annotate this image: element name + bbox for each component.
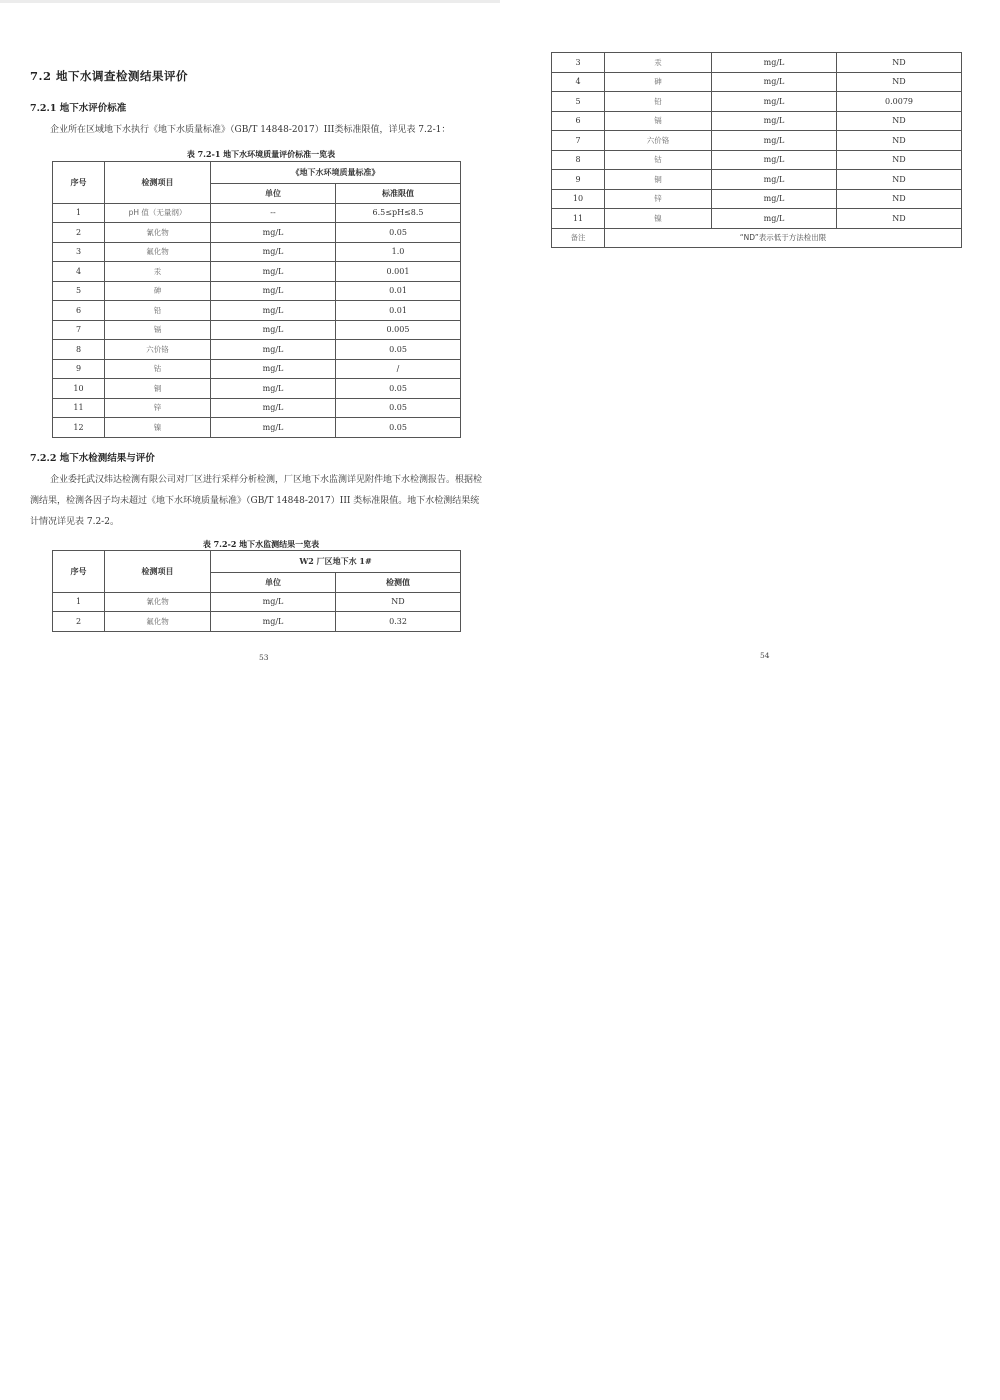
cell-item: 砷 bbox=[605, 72, 712, 92]
cell-item: 锌 bbox=[605, 189, 712, 209]
header-sample-group: W2 厂区地下水 1# bbox=[211, 551, 461, 573]
table-row bbox=[53, 418, 461, 438]
page-number: 54 bbox=[760, 651, 770, 660]
cell-unit: mg/L bbox=[211, 418, 336, 438]
cell-unit: mg/L bbox=[211, 281, 336, 301]
cell-unit: mg/L bbox=[211, 242, 336, 262]
cell-item: 汞 bbox=[605, 53, 712, 73]
cell-no: 6 bbox=[53, 301, 105, 321]
table-row bbox=[53, 359, 461, 379]
subsection-title-standards: 7.2.1 地下水评价标准 bbox=[30, 103, 127, 114]
cell-item: 铜 bbox=[105, 379, 211, 399]
cell-no: 1 bbox=[53, 592, 105, 612]
cell-value: 0.05 bbox=[336, 379, 461, 399]
table-row bbox=[552, 53, 962, 73]
table-row bbox=[552, 170, 962, 190]
cell-no: 10 bbox=[552, 189, 605, 209]
results-paragraph: 企业委托武汉炜达检测有限公司对厂区进行采样分析检测，厂区地下水监测详见附件地下水检测报告。根据检测结果，检测各因子均未超过《地下水环境质量标准》（GB/T 14848-2017）III 类标准限值。地下水检测结果统计情况详见表 7.2-2。 bbox=[30, 475, 483, 527]
results-table bbox=[52, 550, 461, 632]
table2-caption: 表 7.2-2 地下水监测结果一览表 bbox=[202, 539, 320, 549]
cell-value: 0.01 bbox=[336, 281, 461, 301]
cell-unit: mg/L bbox=[712, 111, 837, 131]
cell-value: ND bbox=[837, 53, 962, 73]
cell-item: 镉 bbox=[105, 320, 211, 340]
cell-no: 4 bbox=[53, 262, 105, 282]
cell-item: 氟化物 bbox=[105, 612, 211, 632]
cell-value: 0.05 bbox=[336, 340, 461, 360]
table-row bbox=[53, 398, 461, 418]
cell-item: 六价铬 bbox=[105, 340, 211, 360]
cell-no: 11 bbox=[552, 209, 605, 229]
cell-no: 10 bbox=[53, 379, 105, 399]
cell-unit: mg/L bbox=[712, 170, 837, 190]
cell-unit: -- bbox=[211, 203, 336, 223]
header-no: 序号 bbox=[53, 551, 105, 593]
top-scroll-bar bbox=[0, 0, 500, 3]
cell-unit: mg/L bbox=[211, 592, 336, 612]
cell-unit: mg/L bbox=[712, 189, 837, 209]
header-standard-group: 《地下水环境质量标准》 bbox=[211, 162, 461, 184]
cell-no: 5 bbox=[552, 92, 605, 112]
cell-no: 3 bbox=[552, 53, 605, 73]
cell-unit: mg/L bbox=[712, 209, 837, 229]
header-limit: 标准限值 bbox=[336, 184, 461, 204]
table-row bbox=[53, 301, 461, 321]
cell-no: 8 bbox=[552, 150, 605, 170]
cell-item: 镍 bbox=[105, 418, 211, 438]
cell-no: 7 bbox=[53, 320, 105, 340]
table-row bbox=[53, 340, 461, 360]
results-table-continued bbox=[551, 52, 962, 248]
cell-unit: mg/L bbox=[712, 131, 837, 151]
table-row bbox=[53, 262, 461, 282]
cell-no: 8 bbox=[53, 340, 105, 360]
cell-value: / bbox=[336, 359, 461, 379]
cell-no: 4 bbox=[552, 72, 605, 92]
table-row bbox=[552, 72, 962, 92]
cell-value: 0.05 bbox=[336, 223, 461, 243]
cell-value: ND bbox=[336, 592, 461, 612]
header-item: 检测项目 bbox=[105, 551, 211, 593]
cell-item: pH 值（无量纲） bbox=[105, 203, 211, 223]
cell-value: ND bbox=[837, 111, 962, 131]
cell-item: 钴 bbox=[605, 150, 712, 170]
cell-value: 1.0 bbox=[336, 242, 461, 262]
standards-paragraph: 企业所在区域地下水执行《地下水质量标准》（GB/T 14848-2017）III类标准限值，详见表 7.2-1： bbox=[50, 125, 451, 135]
standards-table bbox=[52, 161, 461, 438]
cell-item: 氟化物 bbox=[105, 242, 211, 262]
cell-item: 六价铬 bbox=[605, 131, 712, 151]
cell-item: 钴 bbox=[105, 359, 211, 379]
cell-value: 0.32 bbox=[336, 612, 461, 632]
table-row bbox=[552, 111, 962, 131]
table-row bbox=[53, 612, 461, 632]
cell-no: 3 bbox=[53, 242, 105, 262]
cell-value: 0.05 bbox=[336, 398, 461, 418]
table-row bbox=[53, 379, 461, 399]
cell-unit: mg/L bbox=[712, 92, 837, 112]
page-number: 53 bbox=[259, 653, 269, 662]
cell-unit: mg/L bbox=[712, 150, 837, 170]
cell-value: ND bbox=[837, 72, 962, 92]
cell-no: 2 bbox=[53, 612, 105, 632]
cell-unit: mg/L bbox=[712, 53, 837, 73]
cell-no: 9 bbox=[552, 170, 605, 190]
cell-value: ND bbox=[837, 189, 962, 209]
cell-unit: mg/L bbox=[211, 223, 336, 243]
note-label: 备注 bbox=[552, 228, 605, 248]
cell-unit: mg/L bbox=[211, 398, 336, 418]
cell-item: 镍 bbox=[605, 209, 712, 229]
cell-item: 氰化物 bbox=[105, 223, 211, 243]
table-row bbox=[53, 592, 461, 612]
cell-unit: mg/L bbox=[211, 379, 336, 399]
cell-value: 6.5≤pH≤8.5 bbox=[336, 203, 461, 223]
header-item: 检测项目 bbox=[105, 162, 211, 204]
table-row bbox=[53, 320, 461, 340]
cell-value: 0.001 bbox=[336, 262, 461, 282]
table-row bbox=[552, 92, 962, 112]
cell-no: 9 bbox=[53, 359, 105, 379]
table-row bbox=[53, 281, 461, 301]
cell-unit: mg/L bbox=[211, 340, 336, 360]
table-row bbox=[53, 203, 461, 223]
header-value: 检测值 bbox=[336, 573, 461, 593]
table-row bbox=[552, 189, 962, 209]
table1-caption: 表 7.2-1 地下水环境质量评价标准一览表 bbox=[186, 149, 336, 159]
cell-unit: mg/L bbox=[211, 612, 336, 632]
cell-value: ND bbox=[837, 150, 962, 170]
cell-unit: mg/L bbox=[211, 359, 336, 379]
table-row bbox=[552, 131, 962, 151]
cell-item: 镉 bbox=[605, 111, 712, 131]
cell-item: 砷 bbox=[105, 281, 211, 301]
cell-item: 氰化物 bbox=[105, 592, 211, 612]
cell-item: 铅 bbox=[605, 92, 712, 112]
cell-item: 铅 bbox=[105, 301, 211, 321]
table-row bbox=[552, 209, 962, 229]
section-title: 7.2 地下水调查检测结果评价 bbox=[30, 69, 189, 83]
cell-value: ND bbox=[837, 170, 962, 190]
cell-no: 7 bbox=[552, 131, 605, 151]
cell-no: 12 bbox=[53, 418, 105, 438]
cell-value: 0.01 bbox=[336, 301, 461, 321]
cell-value: 0.0079 bbox=[837, 92, 962, 112]
cell-no: 2 bbox=[53, 223, 105, 243]
cell-no: 5 bbox=[53, 281, 105, 301]
cell-value: 0.005 bbox=[336, 320, 461, 340]
cell-item: 锌 bbox=[105, 398, 211, 418]
note-text: “ND”表示低于方法检出限 bbox=[605, 228, 962, 248]
cell-value: ND bbox=[837, 209, 962, 229]
header-unit: 单位 bbox=[211, 573, 336, 593]
cell-value: ND bbox=[837, 131, 962, 151]
cell-unit: mg/L bbox=[211, 301, 336, 321]
table-row bbox=[53, 242, 461, 262]
subsection-title-results: 7.2.2 地下水检测结果与评价 bbox=[30, 453, 155, 464]
cell-no: 11 bbox=[53, 398, 105, 418]
cell-item: 汞 bbox=[105, 262, 211, 282]
cell-unit: mg/L bbox=[712, 72, 837, 92]
cell-unit: mg/L bbox=[211, 262, 336, 282]
header-unit: 单位 bbox=[211, 184, 336, 204]
cell-no: 1 bbox=[53, 203, 105, 223]
cell-value: 0.05 bbox=[336, 418, 461, 438]
cell-unit: mg/L bbox=[211, 320, 336, 340]
cell-no: 6 bbox=[552, 111, 605, 131]
cell-item: 铜 bbox=[605, 170, 712, 190]
table-row bbox=[53, 223, 461, 243]
table-row bbox=[552, 150, 962, 170]
header-no: 序号 bbox=[53, 162, 105, 204]
